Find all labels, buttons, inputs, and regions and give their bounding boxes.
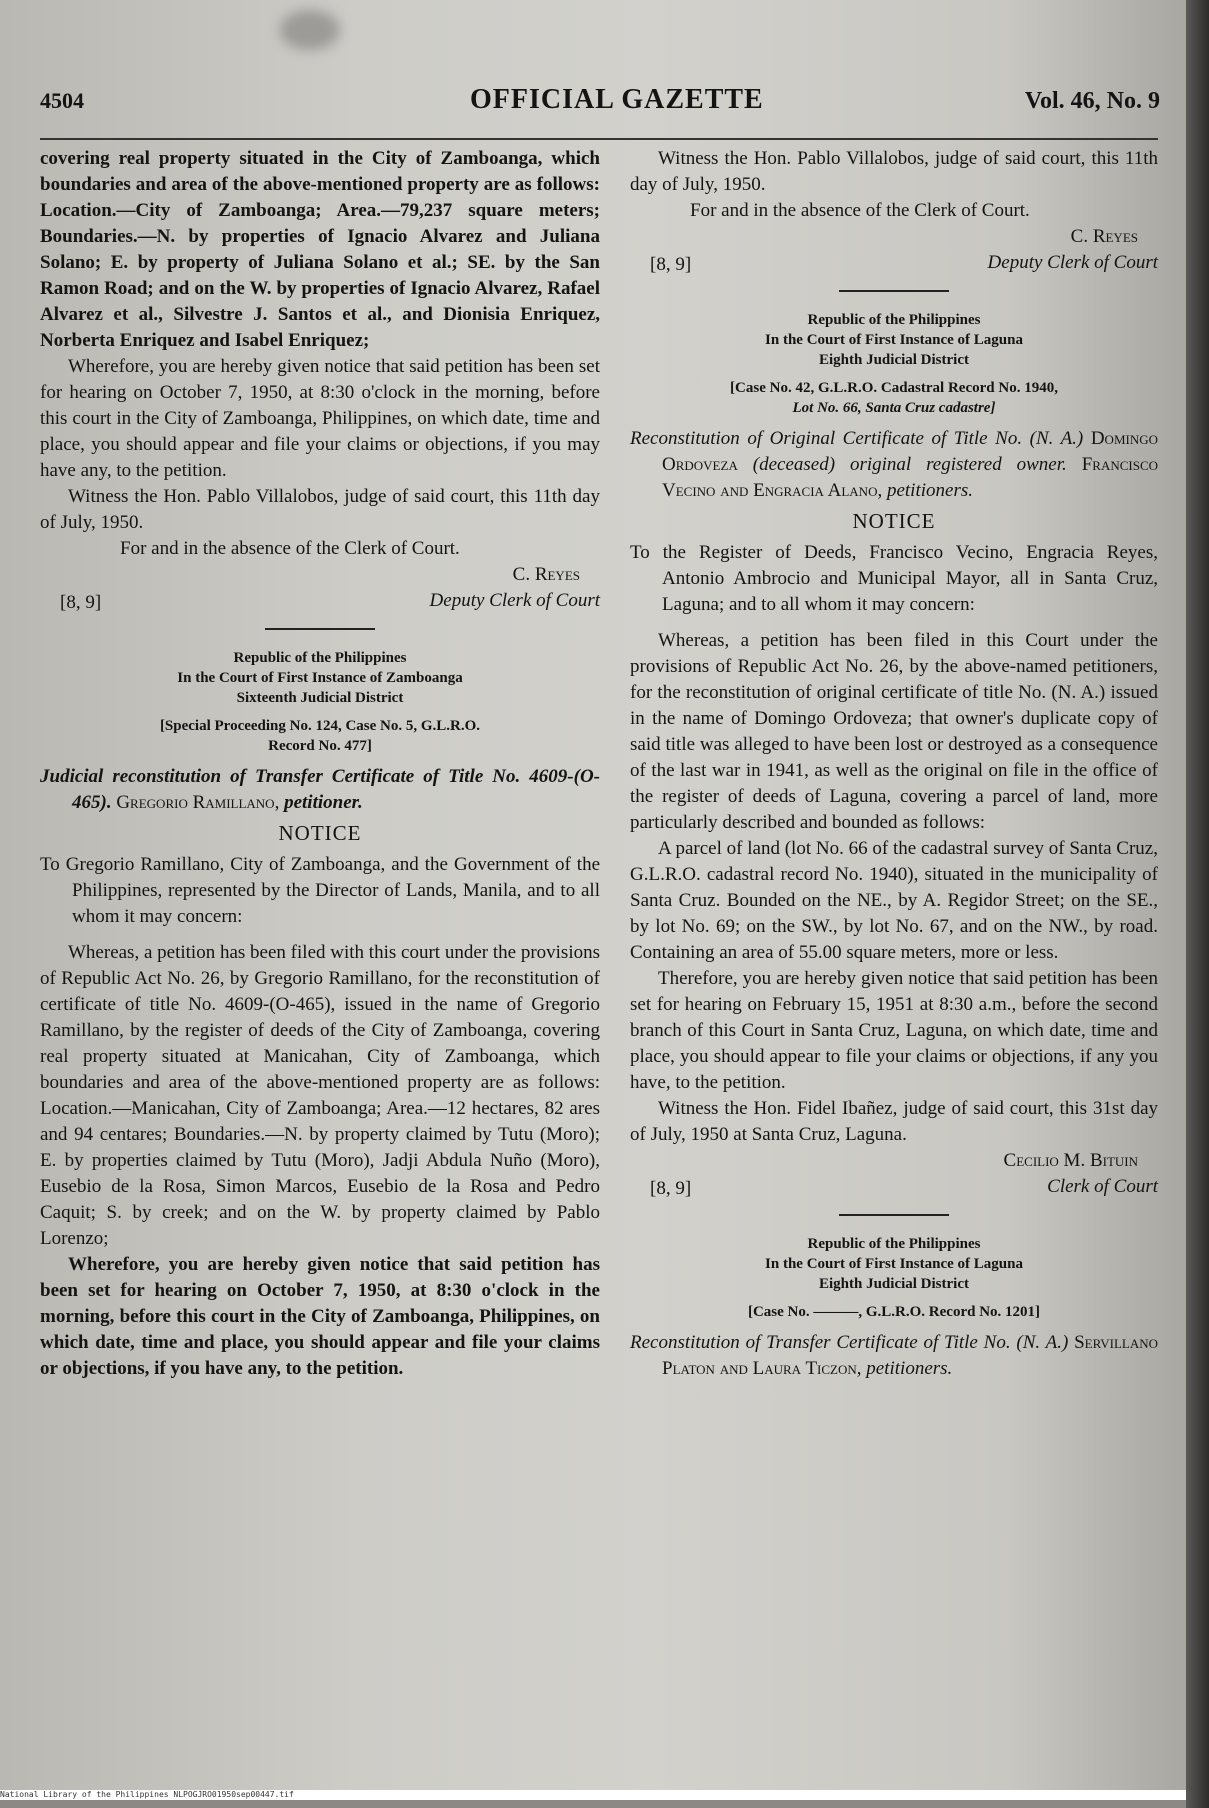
notice-title-3 xyxy=(630,1330,1158,1382)
left-column xyxy=(40,146,600,1382)
notice-separator-3 xyxy=(839,1214,949,1216)
wherefore-paragraph: Wherefore, you are hereby given notice that said petition has been set for hearing on October 7, 1950, at 8:30 o'clock in the morning, before this court in the City of Zamboanga, Philippines, on which date, time and place, you should appear and file your claims or objections, if you may have any, to the petition. xyxy=(40,356,600,481)
notice-title-heading: NOTICE xyxy=(278,821,362,845)
parcel-description: A parcel of land (lot No. 66 of the cadastral survey of Santa Cruz, G.L.R.O. cadastral record No. 1940), situated in the municipality of Santa Cruz. Bounded on the NE., by A. Regidor Street; on the SE., by lot No. 69; on the SW., by lot No. 67, and on the NW., by road. Containing an area of 55.00 square meters, more or less. xyxy=(630,838,1158,963)
signatory-name: C. Reyes xyxy=(512,564,580,585)
case-reference-2-line-1: [Case No. 42, G.L.R.O. Cadastral Record No. 1940, xyxy=(730,380,1058,396)
absence-line: For and in the absence of the Clerk of Court. xyxy=(120,538,460,559)
absence-line-2: For and in the absence of the Clerk of Court. xyxy=(690,200,1030,221)
petitioners-names: Francisco Vecino and Engracia Alano, xyxy=(662,454,1159,501)
notice-heading-district-2: Eighth Judicial District xyxy=(818,352,969,368)
whereas-paragraph: Whereas, a petition has been filed with this court under the provisions of Republic Act No. 26, by Gregorio Ramillano, for the reconstitution of certificate of title No. 4609-(O-465), issued in the name of Gregorio Ramillano, by the register of deeds of the City of Zamboanga, covering real property situated at Manicahan, City of Zamboanga, which boundaries and area of the above-mentioned property are as follows: Location.—Manicahan, City of Zamboanga; Area.—12 hectares, 82 ares and 94 centares; Boundaries.—N. by property claimed by Tutu (Moro); E. by properties claimed by Tutu (Moro), Jadji Abdula Nuño (Moro), Eusebio de la Rosa, Simon Marcos, Eusebio de la Rosa and Pedro Caquit; S. by creek; and on the W. by property claimed by Pablo Lorenzo; xyxy=(40,942,600,1249)
notice-heading-republic-2: Republic of the Philippines xyxy=(807,312,981,328)
notice-title xyxy=(40,764,600,816)
case-reference xyxy=(40,716,600,756)
signatory-role: Deputy Clerk of Court xyxy=(429,590,600,611)
notice-addressee-2: To the Register of Deeds, Francisco Vecino, Engracia Reyes, Antonio Ambrocio and Municipal Mayor, all in Santa Cruz, Laguna; and to all whom it may concern: xyxy=(630,542,1158,615)
signatory-name-3: Cecilio M. Bituin xyxy=(1003,1150,1138,1171)
right-column xyxy=(630,146,1158,1382)
notice-heading-republic: Republic of the Philippines xyxy=(233,650,407,666)
petitioners-label-3: petitioners. xyxy=(866,1358,953,1379)
continued-paragraph: covering real property situated in the City of Zamboanga, which boundaries and area of the above-mentioned property are as follows: Location.—City of Zamboanga; Area.—79,237 square meters; Boundaries.—N. by properties of Ignacio Alvarez and Juliana Solano; E. by property of Juliana Solano et al.; SE. by the San Ramon Road; and on the W. by properties of Ignacio Alvarez, Rafael Alvarez et al., Silvestre J. Santos et al., and Dionisia Enriquez, Norberta Enriquez and Isabel Enriquez; xyxy=(40,148,600,351)
case-reference-2-line-2: Lot No. 66, Santa Cruz cadastre] xyxy=(792,400,996,416)
case-reference-3: [Case No. ———, G.L.R.O. Record No. 1201] xyxy=(747,1304,1041,1320)
notice-title-2-italic: Reconstitution of Original Certificate of Title No. (N. A.) xyxy=(630,428,1084,449)
notice-separator-2 xyxy=(839,290,949,292)
case-reference-line-2: Record No. 477] xyxy=(268,738,372,754)
owner-label: (deceased) original registered owner. xyxy=(752,454,1067,475)
signature-block-2 xyxy=(630,224,1158,278)
scan-smudge xyxy=(280,10,340,50)
notice-title-italic: Judicial reconstitution of Transfer Certificate of Title No. 4609-(O-465). xyxy=(40,766,600,813)
notice-addressee: To Gregorio Ramillano, City of Zamboanga, and the Government of the Philippines, represented by the Director of Lands, Manila, and to all whom it may concern: xyxy=(40,854,600,927)
publication-title: OFFICIAL GAZETTE xyxy=(470,84,764,115)
owner-name: Domingo Ordoveza xyxy=(662,428,1158,475)
volume-number: Vol. 46, No. 9 xyxy=(1024,88,1160,114)
case-reference-2 xyxy=(630,378,1158,418)
scan-footer: National Library of the Philippines NLPOGJRO01950sep00447.tif xyxy=(0,1790,1186,1800)
signatory-role-3: Clerk of Court xyxy=(1047,1176,1158,1197)
notice-title-heading-2: NOTICE xyxy=(852,509,936,533)
notice-heading-court: In the Court of First Instance of Zamboanga xyxy=(177,670,463,686)
signature-block-3 xyxy=(630,1148,1158,1202)
witness-paragraph: Witness the Hon. Pablo Villalobos, judge of said court, this 11th day of July, 1950. xyxy=(40,486,600,533)
header-rule xyxy=(40,138,1158,140)
notice-heading-court-2: In the Court of First Instance of Laguna xyxy=(765,332,1023,348)
case-reference-line-1: [Special Proceeding No. 124, Case No. 5, G.L.R.O. xyxy=(159,718,481,734)
witness-paragraph-3: Witness the Hon. Fidel Ibañez, judge of said court, this 31st day of July, 1950 at Santa Cruz, Laguna. xyxy=(630,1098,1158,1145)
page-number: 4504 xyxy=(40,88,84,113)
therefore-paragraph: Therefore, you are hereby given notice that said petition has been set for hearing on February 15, 1951 at 8:30 a.m., before the second branch of this Court in Santa Cruz, Laguna, on which date, time and place, you should appear to file your claims or objections, if any you have, to the petition. xyxy=(630,968,1158,1093)
notice-heading-court-3: In the Court of First Instance of Laguna xyxy=(765,1256,1023,1272)
notice-title-2 xyxy=(630,426,1158,504)
petitioner-label: petitioner. xyxy=(284,792,363,813)
notice-title-3-italic: Reconstitution of Transfer Certificate of Title No. (N. A.) xyxy=(630,1332,1069,1353)
issue-bracket-3: [8, 9] xyxy=(650,1178,692,1199)
witness-paragraph-2: Witness the Hon. Pablo Villalobos, judge of said court, this 11th day of July, 1950. xyxy=(630,148,1158,195)
notice-heading-district: Sixteenth Judicial District xyxy=(236,690,404,706)
petitioners-names-3: Servillano Platon and Laura Ticzon, xyxy=(662,1332,1158,1379)
issue-bracket: [8, 9] xyxy=(60,592,102,613)
whereas-paragraph-2: Whereas, a petition has been filed in this Court under the provisions of Republic Act No. 26, by the above-named petitioners, for the reconstitution of original certificate of title No. (N. A.) issued in the name of Domingo Ordoveza; that owner's duplicate copy of said title was alleged to have been lost or destroyed as a consequence of the last war in 1941, as well as the original on file in the office of the register of deeds of Laguna, covering a parcel of land, more particularly described and bounded as follows: xyxy=(630,630,1158,833)
notice-heading-district-3: Eighth Judicial District xyxy=(818,1276,969,1292)
petitioners-label: petitioners. xyxy=(886,480,973,501)
notice-separator xyxy=(265,628,375,630)
wherefore-paragraph-2: Wherefore, you are hereby given notice that said petition has been set for hearing on October 7, 1950, at 8:30 o'clock in the morning, before this court in the City of Zamboanga, Philippines, on which date, time and place, you should appear and file your claims or objections, if you have any, to the petition. xyxy=(40,1254,600,1379)
signatory-name-2: C. Reyes xyxy=(1070,226,1138,247)
signature-block xyxy=(40,562,600,616)
issue-bracket-2: [8, 9] xyxy=(650,254,692,275)
petitioner-name: Gregorio Ramillano, xyxy=(116,792,280,813)
page-header xyxy=(40,84,1160,120)
book-spine-shadow xyxy=(1186,0,1209,1808)
signatory-role-2: Deputy Clerk of Court xyxy=(987,252,1158,273)
notice-heading-republic-3: Republic of the Philippines xyxy=(807,1236,981,1252)
